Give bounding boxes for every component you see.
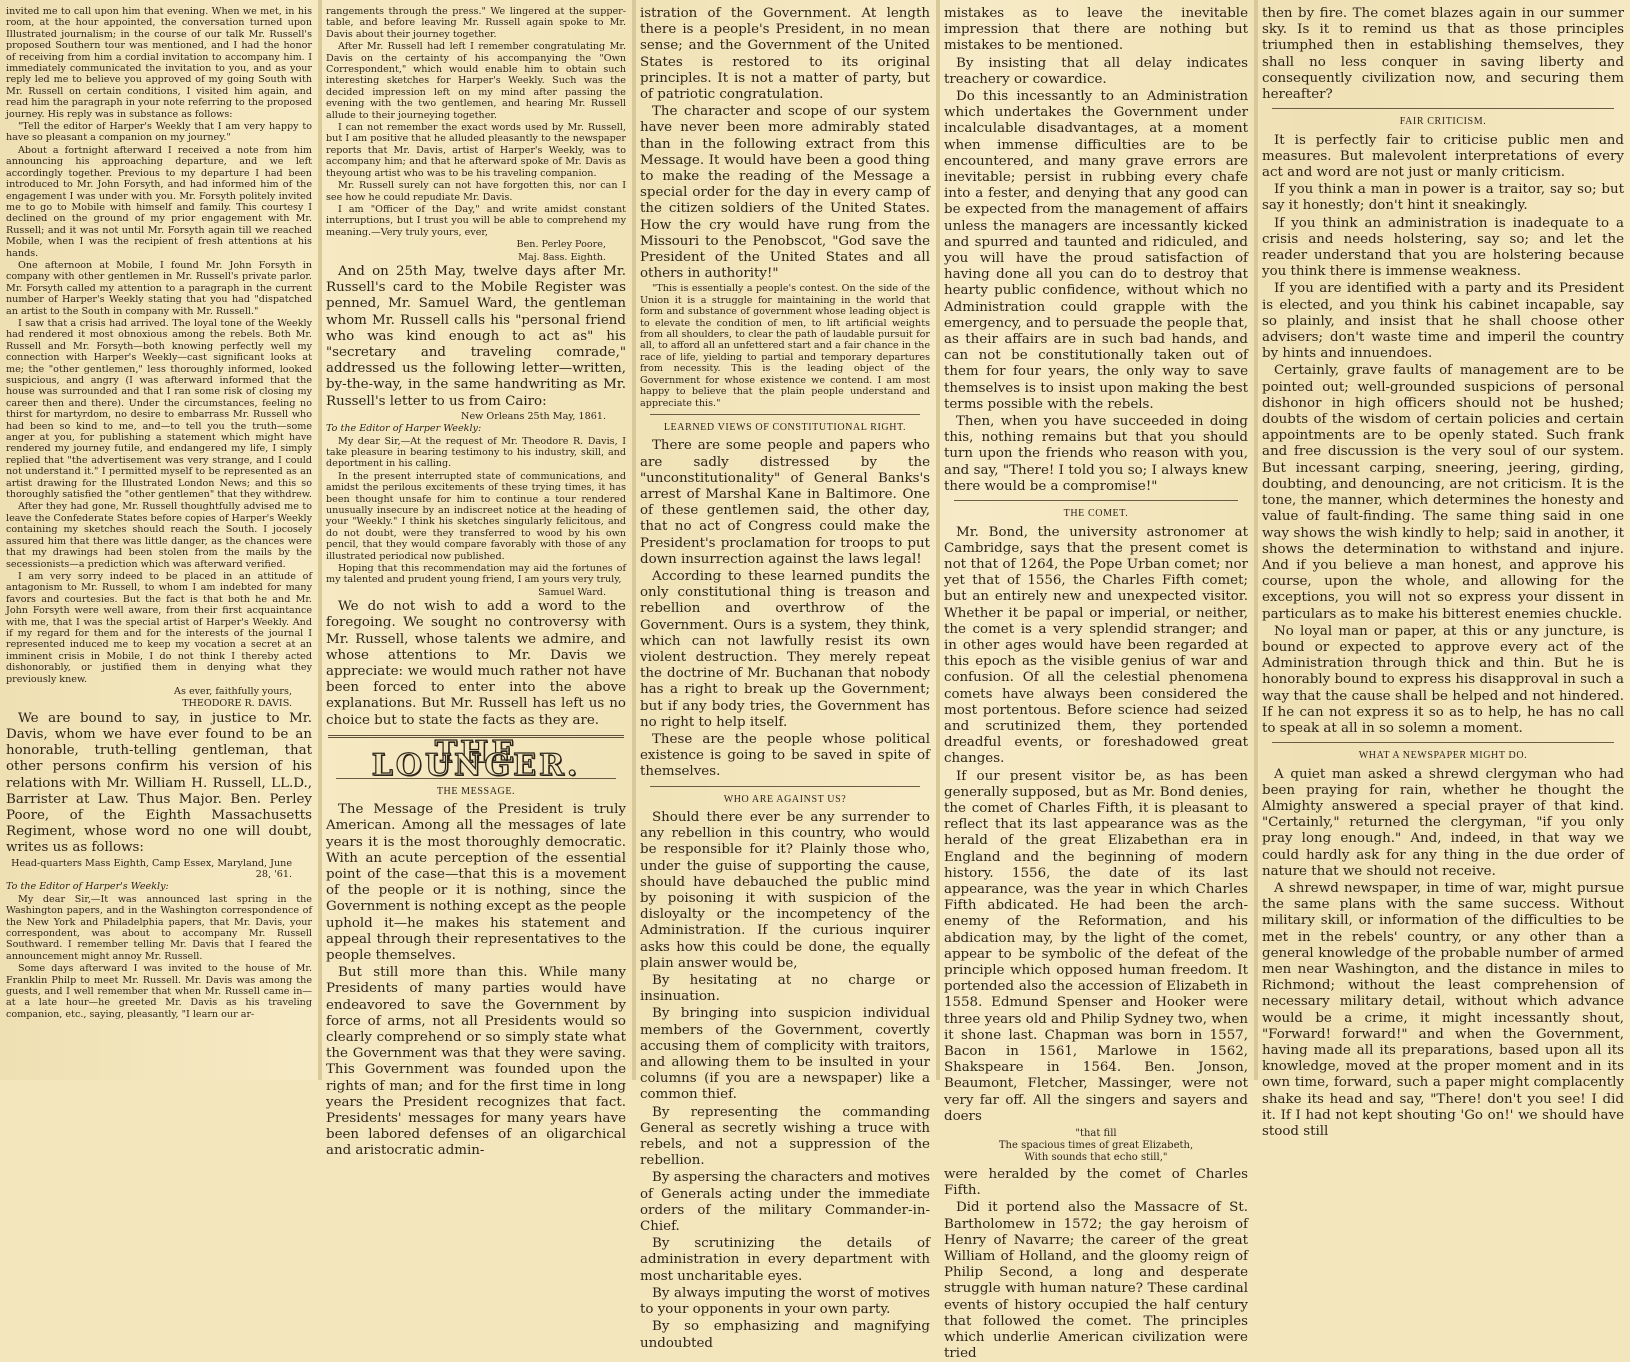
paragraph: Should there ever be any surrender to any rebellion in this country, who would be responsible for it? Plainly those who, under the guise of supporting the cause, should have debauched the public mind by poisoning it with suspicion of the disloyalty or the incompetency of the Administration. If the curious inquirer asks how this could be done, the equally plain answer would be,	[640, 810, 930, 971]
paragraph: There are some people and papers who are sadly distressed by the "unconstitutionality" of General Banks's arrest of Marshal Kane in Baltimore. One of these gentlemen said, the other day, that no act of Congress could make the President's proclamation for troops to put down insurrection against the laws legal!	[640, 438, 930, 567]
paragraph: We do not wish to add a word to the foregoing. We sought no controversy with Mr. Russell, whose talents we admire, and whose attentions to Mr. Davis we appreciate: we would much rather not have been forced to enter into the above explanations. But Mr. Russell has left us no choice but to state the facts as they are.	[326, 599, 626, 728]
quote-line: With sounds that echo still,"	[1024, 1152, 1168, 1164]
signature: THEODORE R. DAVIS.	[182, 698, 292, 710]
paragraph: If our present visitor be, as has been generally supposed, but as Mr. Bond denies, the comet of Charles Fifth, it is pleasant to reflect that its last appearance was as the herald of the great Elizabethan era in England and the beginning of modern history. 1556, the date of its last appearance, was the year in which Charles Fifth abdicated. He had been the arch-enemy of the Reformation, and his abdication may, by the light of the comet, appear to be symbolic of the defeat of the principle which opposed human freedom. It portended also the accession of Elizabeth in 1558. Edmund Spenser and Hooker were three years old and Philip Sydney two, when it shone last. Chapman was born in 1557, Bacon in 1561, Marlowe in 1562, Shakspeare in 1564. Ben. Jonson, Beaumont, Fletcher, Massinger, were not very far off. All the singers and sayers and doers	[944, 768, 1248, 1124]
paragraph: If you think an administration is inadequate to a crisis and needs holstering, say so; and let the reader understand that you are holstering because you think there is immense weakness.	[1262, 215, 1624, 280]
paragraph: Did it portend also the Massacre of St. Bartholomew in 1572; the gay heroism of Henry of Navarre; the career of the great William of Holland, and the gloomy reign of Philip Second, a long and desperate struggle with human nature? These cardinal events of history occupied the half century that followed the comet. The principles which underlie American civilization were tried	[944, 1200, 1248, 1362]
section-masthead: THE LOUNGER.	[371, 734, 581, 784]
paragraph: Hoping that this recommendation may aid the fortunes of my talented and prudent young friend, I am yours very truly,	[326, 563, 626, 586]
paragraph: It is perfectly fair to criticise public men and measures. But malevolent interpretations of every act and word are not just or manly criticism.	[1262, 132, 1624, 181]
paragraph: Mr. Russell surely can not have forgotten this, nor can I see how he could repudiate Mr. Davis.	[326, 180, 626, 203]
divider	[650, 414, 920, 415]
section-heading: WHO ARE AGAINST US?	[723, 793, 847, 805]
editor-note	[326, 264, 626, 410]
article-body	[944, 1167, 1248, 1362]
quote-line: "that fill	[1075, 1128, 1117, 1140]
article-body	[1262, 6, 1624, 103]
salutation: To the Editor of Harper Weekly:	[326, 423, 482, 435]
signature: Ben. Perley Poore,	[516, 239, 606, 251]
paragraph: mistakes as to leave the inevitable impression that there are nothing but mistakes to be mentioned.	[944, 6, 1248, 54]
section-heading: THE MESSAGE.	[436, 785, 516, 797]
paragraph: By so emphasizing and magnifying undoubted	[640, 1319, 930, 1351]
poore-letter-cont	[326, 6, 626, 263]
editor-note	[326, 599, 626, 729]
paragraph: "Tell the editor of Harper's Weekly that I am very happy to have so pleasant a companion on my journey."	[6, 121, 312, 144]
section-heading: THE COMET.	[1063, 508, 1129, 520]
dateline: Head-quarters Mass Eighth, Camp Essex, Maryland, June 28, '61.	[11, 857, 292, 881]
article-body	[944, 525, 1248, 1126]
section-heading: LEARNED VIEWS OF CONSTITUTIONAL RIGHT.	[663, 421, 907, 433]
paragraph: About a fortnight afterward I received a note from him announcing his approaching departure, and we left accordingly together. Previous to my departure I had been introduced to Mr. John Forsyth, and had informed him of the engagement I was under with you. Mr. Forsyth politely invited me to go to Mobile with himself and family. This courtesy I declined on the ground of my prior engagement with Mr. Russell; and it was not until Mr. Forsyth again till we reached Mobile, when I was the recipient of fresh attentions at his hands.	[6, 144, 312, 259]
divider	[954, 500, 1238, 501]
paragraph: After Mr. Russell had left I remember congratulating Mr. Davis on the certainty of his accompanying the "Own Correspondent," which would enable him to obtain such interesting sketches for Harper's Weekly. Such was the decided impression left on my mind after passing the evening with the two gentlemen, and hearing Mr. Russell allude to their journeying together.	[326, 41, 626, 121]
column-5	[1256, 0, 1630, 1140]
paragraph: I saw that a crisis had arrived. The loyal tone of the Weekly had rendered it most obnoxious among the rebels. Both Mr. Russell and Mr. Forsyth—both knowing perfectly well my connection with Harper's Weekly—cast significant looks at me; the "other gentlemen," less thoroughly informed, looked suspicious, and angry (I was afterward informed that the house was surrounded and that I ran some risk of closing my career then and there). Under the circumstances, feeling no thirst for martyrdom, no desire to embarrass Mr. Russell who had been so kind to me, and—to tell you the truth—some anger at you, for publishing a statement which might have rendered my journey futile, and endangered my life, I simply replied that "the advertisement was very strange, and I could not understand it." I permitted myself to be represented as an artist drawing for the Illustrated London News; and this so thoroughly satisfied the "other gentlemen" that they withdrew.	[6, 317, 312, 501]
section-heading: FAIR CRITICISM.	[1399, 116, 1487, 128]
paragraph: If you are identified with a party and its President is elected, and you think his cabinet incapable, say so plainly, and insist that he shall choose other advisers; don't waste time and imperil the country by hints and innuendoes.	[1262, 281, 1624, 362]
article-body	[640, 438, 930, 780]
paragraph: By scrutinizing the details of administration in every department with most uncharitable eyes.	[640, 1236, 930, 1284]
signature-title: Maj. 8ass. Eighth.	[518, 251, 606, 263]
paragraph: My dear Sir,—At the request of Mr. Theodore R. Davis, I take pleasure in bearing testimony to his industry, skill, and deportment in his calling.	[326, 435, 626, 470]
dateline: New Orleans 25th May, 1861.	[461, 410, 606, 422]
paragraph: Then, when you have succeeded in doing this, nothing remains but that you should turn upon the friends who reason with you, and say, "There! I told you so; I always knew there would be a compromise!"	[944, 414, 1248, 494]
paragraph: And on 25th May, twelve days after Mr. Russell's card to the Mobile Register was penned, Mr. Samuel Ward, the gentleman whom Mr. Russell calls his "personal friend who was kind enough to act as" his "secretary and traveling comrade," addressed us the following letter—written, by-the-way, in the same handwriting as Mr. Russell's letter to us from Cairo:	[326, 263, 626, 409]
paragraph: In the present interrupted state of communications, and amidst the perilous excitements of these trying times, it has been thought unsafe for him to continue a tour rendered unusually insecure by an indiscreet notice at the heading of your "Weekly." I think his sketches singularly felicitous, and do not doubt, were they transferred to wood by his own pencil, that they would compare favorably with those of any illustrated periodical now published.	[326, 470, 626, 562]
paragraph: invited me to call upon him that evening. When we met, in his room, at the hour appointed, the conversation turned upon Illustrated journalism; in the course of our talk Mr. Russell's proposed Southern tour was mentioned, and I had the honor of receiving from him a cordial invitation to accompany him. I immediately communicated the invitation to you, and as your reply led me to believe you approved of my going South with Mr. Russell on certain conditions, I visited him again, and read him the paragraph in your note referring to the proposed journey. His reply was in substance as follows:	[6, 6, 312, 120]
paragraph: According to these learned pundits the only constitutional thing is treason and rebellion and overthrow of the Government. Ours is a system, they think, which can not lawfully resist its own violent destruction. They merely repeat the doctrine of Mr. Buchanan that nobody has a right to break up the Government; but if any body tries, the Government has no right to help itself.	[640, 568, 930, 730]
message-extract	[640, 283, 930, 408]
section-heading: WHAT A NEWSPAPER MIGHT DO.	[1358, 750, 1528, 762]
column-4	[938, 0, 1254, 1362]
paragraph: By aspersing the characters and motives of Generals acting under the immediate orders of the military Commander-in-Chief.	[640, 1170, 930, 1235]
paragraph: These are the people whose political existence is going to be saved in spite of themselves.	[640, 731, 930, 780]
davis-letter	[6, 6, 312, 710]
paragraph: rangements through the press." We lingered at the supper-table, and before leaving Mr. Russell again spoke to Mr. Davis about their journey together.	[326, 6, 626, 40]
paragraph: were heralded by the comet of Charles Fifth.	[944, 1167, 1248, 1199]
signature: Samuel Ward.	[538, 586, 606, 598]
divider	[1272, 742, 1614, 743]
article-body	[640, 6, 930, 282]
paragraph: My dear Sir,—It was announced last spring in the Washington papers, and in the Washington correspondence of the New York and Philadelphia papers, that Mr. Davis, your correspondent, was about to accompany Mr. Russell Southward. I remember telling Mr. Davis that I feared the announcement might annoy Mr. Russell.	[6, 893, 312, 962]
article-body	[944, 6, 1248, 495]
column-1	[0, 0, 318, 1080]
divider	[650, 786, 920, 787]
paragraph: Some days afterward I was invited to the house of Mr. Franklin Philp to meet Mr. Russell. Mr. Davis was among the guests, and I well remember that when Mr. Russell came in—at a late hour—he greeted Mr. Davis as his traveling companion, etc., saying, pleasantly, "I learn our ar-	[6, 963, 312, 1020]
paragraph: By hesitating at no charge or insinuation.	[640, 973, 930, 1005]
column-3	[634, 0, 936, 1351]
salutation: To the Editor of Harper's Weekly:	[6, 881, 169, 893]
article-body	[326, 802, 626, 1159]
closing: As ever, faithfully yours,	[174, 685, 292, 697]
paragraph: The Message of the President is truly American. Among all the messages of late years it is the most thoroughly democratic. With an acute perception of the essential point of the case—that this is a movement of the people or it is nothing, since the Government is nothing except as the people uphold it—he makes his statement and appeal through their representatives to the people themselves.	[326, 802, 626, 963]
poem-quote	[944, 1128, 1248, 1164]
paragraph: I am very sorry indeed to be placed in an attitude of antagonism to Mr. Russell, to whom I am indebted for many favors and courtesies. But the fact is that both he and Mr. John Forsyth were well aware, from their first acquaintance with me, that I was the special artist of Harper's Weekly. And if my regard for them and for the interests of the journal I represented induced me to keep my vocation a secret at an imminent crisis in Mobile, I do not think I thereby acted dishonorably, or justified them in denying what they previously knew.	[6, 570, 312, 685]
paragraph: By representing the commanding General as secretly wishing a truce with rebels, and not a suppression of the rebellion.	[640, 1104, 930, 1169]
paragraph: By bringing into suspicion individual members of the Government, covertly accusing them of complicity with traitors, and allowing them to be insulted in your columns (if you are a newspaper) like a common thief.	[640, 1006, 930, 1103]
paragraph: One afternoon at Mobile, I found Mr. John Forsyth in company with other gentlemen in Mr. Russell's private parlor. Mr. Forsyth called my attention to a paragraph in the current number of Harper's Weekly stating that you had "dispatched an artist to the South in company with Mr. Russell."	[6, 259, 312, 317]
article-body	[1262, 767, 1624, 1141]
paragraph: By always imputing the worst of motives to your opponents in your own party.	[640, 1285, 930, 1318]
paragraph: then by fire. The comet blazes again in our summer sky. Is it to remind us that as those principles triumphed then in establishing themselves, they shall no less conquer in saving liberty and consequently civilization now, and securing them hereafter?	[1262, 6, 1624, 103]
article-body	[640, 810, 930, 1352]
paragraph: istration of the Government. At length there is a people's President, in no mean sense; and the Government of the United States is restored to its original principles. It is not a matter of party, but of patriotic congratulation.	[640, 6, 930, 103]
editor-note	[6, 711, 312, 857]
paragraph: Mr. Bond, the university astronomer at Cambridge, says that the present comet is not that of 1264, the Pope Urban comet; nor yet that of 1556, the Charles Fifth comet; but an entirely new and unexpected visitor. Whether it be papal or imperial, or neither, the comet is a very splendid stranger; and in other ages would have been regarded at this epoch as the visible genius of war and confusion. Of all the celestial phenomena comets have always been considered the most portentous. Before science had seized and scrutinized them, they portended dreadful events, or foreshadowed great changes.	[944, 524, 1248, 767]
paragraph: Do this incessantly to an Administration which undertakes the Government under incalculable disadvantages, at a moment when immense difficulties are to be encountered, and many grave errors are inevitable; persist in rubbing every chafe into a fester, and denying that any good can be expected from the management of affairs unless the managers are incessantly kicked and spurred and taunted and ridiculed, and you will have the proud satisfaction of having done all you can do to destroy that hearty public confidence, without which no Administration could grapple with the emergency, and to persuade the people that, as their affairs are in such bad hands, and can not be constitutionally taken out of them for four years, the only way to save themselves is to insist upon making the best terms possible with the rebels.	[944, 89, 1248, 412]
article-body	[1262, 133, 1624, 738]
poore-letter	[6, 858, 312, 1021]
paragraph: The character and scope of our system have never been more admirably stated than in the following extract from this Message. It would have been a good thing to make the reading of the Message a special order for the day in every camp of the citizen soldiers of the United States. How the cry would have rung from the Missouri to the Penobscot, "God save the President of the United States and all others in authority!"	[640, 104, 930, 282]
ward-letter	[326, 411, 626, 599]
paragraph: I can not remember the exact words used by Mr. Russell, but I am positive that he alluded pleasantly to the newspaper reports that Mr. Davis, artist of Harper's Weekly, was to accompany him; and that he afterward spoke of Mr. Davis as theyoung artist who was to be his traveling companion.	[326, 122, 626, 179]
paragraph: We are bound to say, in justice to Mr. Davis, whom we have ever found to be an honorable, truth-telling gentleman, that other persons confirm his version of his relations with Mr. William H. Russell, LL.D., Barrister at Law. Thus Major. Ben. Perley Poore, of the Eighth Massachusetts Regiment, whose word no one will doubt, writes us as follows:	[6, 710, 312, 856]
paragraph: By insisting that all delay indicates treachery or cowardice.	[944, 55, 1248, 87]
paragraph: A quiet man asked a shrewd clergyman who had been praying for rain, whether he thought the Almighty answered a special prayer of that kind. "Certainly," returned the clergyman, "if you only pray long enough." And, indeed, in that way we could hardly ask for any thing in the due order of nature that we should not receive.	[1262, 766, 1624, 879]
divider	[1272, 108, 1614, 109]
paragraph: I am "Officer of the Day," and write amidst constant interruptions, but I trust you will be able to comprehend my meaning.—Very truly yours, ever,	[326, 203, 626, 238]
paragraph: No loyal man or paper, at this or any juncture, is bound or expected to approve every act of the Administration through thick and thin. But he is honorably bound to express his disapproval in such a way that the cause shall be helped and not hindered. If he can not express it so as to help, he has no call to speak at all in so solemn a moment.	[1262, 623, 1624, 736]
paragraph: If you think a man in power is a traitor, say so; but say it honestly; don't hint it sneakingly.	[1262, 182, 1624, 214]
column-2	[320, 0, 632, 1159]
paragraph: A shrewd newspaper, in time of war, might pursue the same plans with the same success. Without military skill, or information of the difficulties to be met in the rebels' country, or any other than a general knowledge of the probable number of armed men near Washington, and the distance in miles to Richmond; without the least comprehension of necessary military detail, without which advance would be a crime, it might incessantly shout, "Forward! forward!" and when the Government, having made all its preparations, based upon all its knowledge, moved at the proper moment and in its own time, forward, such a paper might complacently shake its head and say, "There! don't you see! I did it. If I had not kept shouting 'Go on!' we should have stood still	[1262, 880, 1624, 1140]
paragraph: After they had gone, Mr. Russell thoughtfully advised me to leave the Confederate States before copies of Harper's Weekly containing my sketches should reach the South. I jocosely assured him that there was little danger, as the chances were that my drawings had been stolen from the mails by the secessionists—a prediction which was afterward verified.	[6, 501, 312, 570]
paragraph: Certainly, grave faults of management are to be pointed out; well-grounded suspicions of personal dishonor in high officers should not be hushed; doubts of the wisdom of certain policies and certain appointments are to be openly stated. Such frank and free discussion is the very soul of our system. But incessant carping, sneering, jeering, girding, doubting, and denouncing, are not criticism. It is the tone, the manner, which determines the honesty and value of fault-finding. The same thing said in one way shows the wish kindly to help; said in another, it shows the determination to withstand and injure. And if you believe a man honest, and approve his course, upon the whole, and allowing for the exceptions, you will not so express your dissent in particulars as to make his bitterest enemies chuckle.	[1262, 363, 1624, 622]
paragraph: "This is essentially a people's contest. On the side of the Union it is a struggle for maintaining in the world that form and substance of government whose leading object is to elevate the condition of men, to lift artificial weights from all shoulders, to clear the path of laudable pursuit for all, to afford all an unfettered start and a fair chance in the race of life, yielding to partial and temporary departures from necessity. This is the leading object of the Government for whose existence we contend. I am most happy to believe that the plain people understand and appreciate this."	[640, 283, 930, 409]
quote-line: The spacious times of great Elizabeth,	[998, 1140, 1194, 1152]
paragraph: But still more than this. While many Presidents of many parties would have endeavored to save the Government by force of arms, not all Presidents would so clearly comprehend or so simply state what the Government was that they were saving. This Government was founded upon the rights of man; and for the first time in long years the President recognizes that fact. Presidents' messages for many years have been labored defenses of an oligarchical and aristocratic admin-	[326, 965, 626, 1159]
